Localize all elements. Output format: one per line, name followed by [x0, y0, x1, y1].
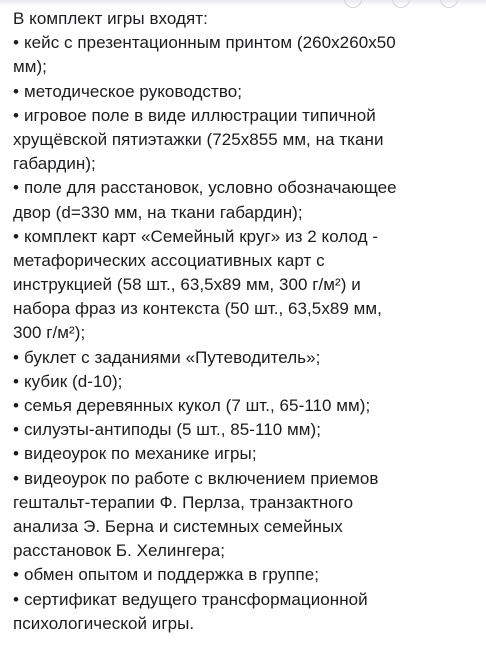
list-item-line [13, 394, 481, 418]
bullet-icon: • [13, 396, 20, 415]
list-item-text: буклет с заданиями «Путеводитель»; [24, 347, 321, 367]
list-item-text: инструкцией (58 шт., 63,5х89 мм, 300 г/м²) и [13, 275, 361, 295]
list-item-line [13, 80, 481, 104]
list-item-continuation [13, 539, 481, 563]
bullet-icon: • [13, 226, 20, 246]
list-item-line [13, 104, 481, 128]
list-item-text: кубик (d-10); [24, 371, 123, 391]
list-item-text: гештальт-терапии Ф. Перлза, транзактного [13, 492, 354, 512]
list-item-text: видеоурок по работе с включением приемов [24, 468, 379, 488]
list-item-text: хрущёвской пятиэтажки (725х855 мм, на ткани [13, 129, 384, 149]
list-item-text: сертификат ведущего трансформационной [24, 589, 368, 609]
list-item-line [13, 370, 481, 394]
list-item-text: двор (d=330 мм, на ткани габардин); [13, 202, 303, 222]
bullet-icon: • [13, 178, 20, 198]
list-item-line [13, 588, 481, 612]
list-item-text: 300 г/м²); [13, 323, 86, 343]
list-item-text: расстановок Б. Хелингера; [13, 541, 226, 561]
list-item-continuation [13, 249, 481, 273]
list-item-continuation [13, 152, 481, 176]
list-item-text: габардин); [13, 154, 96, 174]
bullet-icon: • [13, 81, 20, 101]
list-item-continuation [13, 491, 481, 515]
bullet-icon: • [13, 468, 20, 488]
list-item-line [13, 346, 481, 370]
list-item-text: методическое руководство; [24, 81, 242, 101]
game-contents-text [13, 7, 481, 636]
list-item-text: семья деревянных кукол (7 шт., 65-110 мм); [24, 396, 371, 415]
list-item-continuation [13, 515, 481, 539]
list-item-text: психологической игры. [13, 613, 195, 633]
bullet-icon: • [13, 347, 20, 367]
list-item-text: силуэты-антиподы (5 шт., 85-110 мм); [24, 420, 321, 440]
list-item-continuation [13, 201, 481, 225]
bullet-icon: • [13, 105, 20, 125]
list-item-line [13, 442, 481, 466]
list-item-text: обмен опытом и поддержка в группе; [24, 565, 320, 585]
list-item-line [13, 31, 481, 55]
list-item-continuation [13, 297, 481, 321]
list-item-line [13, 418, 481, 442]
list-item-text: анализа Э. Берна и системных семейных [13, 516, 343, 536]
list-item-line [13, 467, 481, 491]
contents-header: В комплект игры входят: [13, 9, 208, 28]
list-item-text: метафорических ассоциативных карт с [13, 250, 325, 270]
list-item-text: видеоурок по механике игры; [24, 444, 257, 464]
list-item-continuation [13, 321, 481, 345]
bullet-icon: • [13, 420, 20, 440]
list-item-text: игровое поле в виде иллюстрации типичной [24, 105, 376, 125]
bullet-icon: • [13, 589, 20, 609]
list-item-continuation [13, 128, 481, 152]
list-item-text: кейс с презентационным принтом (260х260х50 [24, 33, 396, 53]
list-item-text: комплект карт «Семейный круг» из 2 колод - [24, 226, 379, 246]
list-item-continuation [13, 612, 481, 636]
list-item-text: мм); [13, 57, 47, 77]
list-item-continuation [13, 273, 481, 297]
list-item-continuation [13, 55, 481, 79]
bullet-icon: • [13, 371, 20, 391]
bullet-icon: • [13, 444, 20, 464]
list-item-line [13, 563, 481, 587]
bullet-icon: • [13, 33, 20, 53]
bullet-icon: • [13, 565, 20, 585]
list-item-text: набора фраз из контекста (50 шт., 63,5х89 мм, [13, 299, 382, 319]
list-item-line [13, 225, 481, 249]
list-item-text: поле для расстановок, условно обозначающее [24, 178, 397, 198]
list-item-line [13, 176, 481, 200]
